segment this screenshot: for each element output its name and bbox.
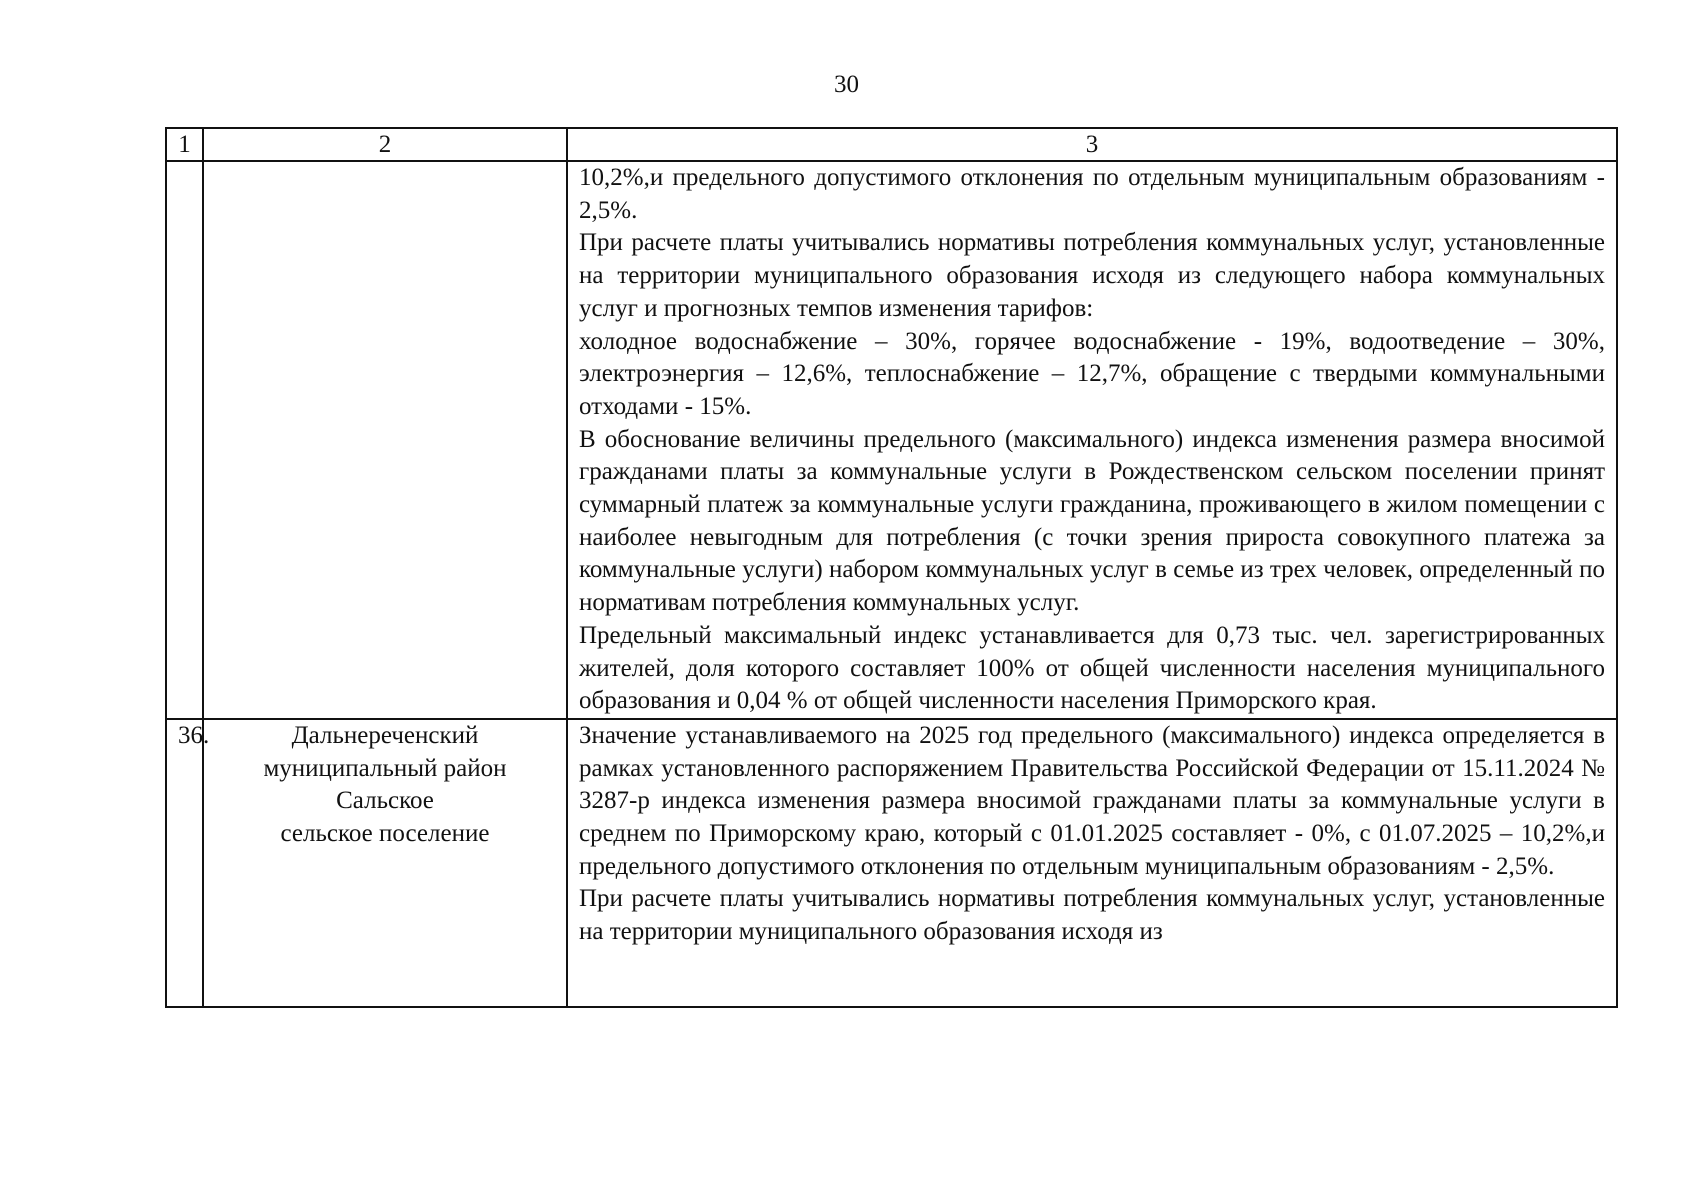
municipality-name bbox=[203, 161, 567, 719]
column-header-3: 3 bbox=[567, 128, 1617, 161]
document-table bbox=[165, 127, 1618, 1008]
municipality-name-line: сельское поселение bbox=[280, 820, 490, 848]
paragraph: При расчете платы учитывались нормативы потребления коммунальных услуг, установленные на территории муниципального образования исходя из следующего набора коммунальных услуг и прогнозных темпов изменения тарифов: bbox=[579, 229, 1605, 322]
row-number: 36. bbox=[166, 719, 203, 1007]
paragraph: Предельный максимальный индекс устанавливается для 0,73 тыс. чел. зарегистрированных жителей, доля которого составляет 100% от общей численности населения муниципального образования и 0,04 % от общей численности населения Приморского края. bbox=[579, 621, 1605, 715]
municipality-name-line: Сальское bbox=[336, 787, 434, 815]
municipality-name-line: муниципальный район bbox=[263, 754, 507, 782]
paragraph: В обоснование величины предельного (максимального) индекса изменения размера вносимой гражданами платы за коммунальные услуги в Рождественском сельском поселении принят суммарный платеж за коммунальные услуги гражданина, проживающего в жилом помещении с наиболее невыгодным для потребления (с точки зрения прироста совокупного платежа за коммунальные услуги) набором коммунальных услуг в семье из трех человек, определенный по нормативам потребления коммунальных услуг. bbox=[579, 425, 1605, 617]
paragraph: холодное водоснабжение – 30%, горячее водоснабжение - 19%, водоотведение – 30%, электроэнергия – 12,6%, теплоснабжение – 12,7%, обращение с твердыми коммунальными отходами - 15%. bbox=[579, 327, 1605, 420]
page-number: 30 bbox=[834, 71, 859, 98]
table-header-row bbox=[166, 128, 1617, 161]
column-header-2: 2 bbox=[203, 128, 567, 161]
paragraph: Значение устанавливаемого на 2025 год предельного (максимального) индекса определяется в рамках установленного распоряжением Правительства Российской Федерации от 15.11.2024 № 3287-р индекса изменения размера вносимой гражданами платы за коммунальные услуги в среднем по Приморскому краю, который с 01.01.2025 составляет - 0%, с 01.07.2025 – 10,2%,и предельного допустимого отклонения по отдельным муниципальным образованиям - 2,5%. bbox=[579, 721, 1605, 880]
municipality-name bbox=[203, 719, 567, 1007]
table-row bbox=[166, 161, 1617, 719]
row-description bbox=[567, 161, 1617, 719]
row-description-cell bbox=[567, 719, 1617, 1007]
paragraph: При расчете платы учитывались нормативы потребления коммунальных услуг, установленные на территории муниципального образования исходя из bbox=[579, 885, 1605, 946]
paragraph: 10,2%,и предельного допустимого отклонения по отдельным муниципальным образованиям - 2,5%. bbox=[579, 164, 1605, 224]
municipality-name-line: Дальнереченский bbox=[291, 721, 479, 749]
column-header-1: 1 bbox=[166, 128, 203, 161]
table-row bbox=[166, 719, 1617, 1007]
row-number bbox=[166, 161, 203, 719]
